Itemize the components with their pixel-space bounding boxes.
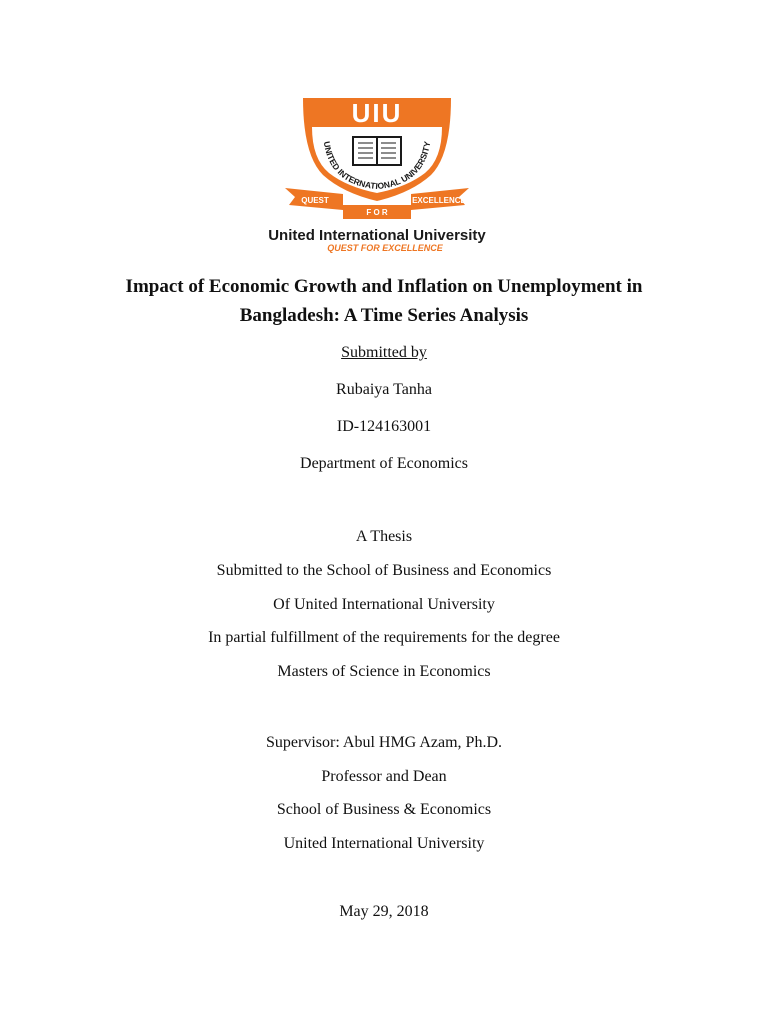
logo-seal-text: UNITED INTERNATIONAL UNIVERSITY [321, 140, 433, 192]
book-icon [353, 137, 401, 165]
thesis-title-line-2: Bangladesh: A Time Series Analysis [239, 305, 529, 326]
logo-initials: UIU [351, 98, 403, 128]
submitted-to: Submitted to the School of Business and Economics [216, 562, 552, 579]
supervisor-school: School of Business & Economics [276, 801, 492, 818]
submission-date: May 29, 2018 [339, 903, 429, 920]
logo-wordmark: United International University [268, 227, 486, 244]
svg-text:F O R: F O R [366, 208, 388, 217]
supervisor-position: Professor and Dean [321, 768, 447, 785]
degree-name: Masters of Science in Economics [277, 663, 491, 680]
student-id: ID-124163001 [336, 418, 432, 435]
supervisor-university: United International University [283, 835, 485, 852]
thesis-title-line-1: Impact of Economic Growth and Inflation on Unemployment in [125, 276, 643, 297]
fulfillment-statement: In partial fulfillment of the requirements for the degree [208, 629, 560, 646]
submitted-university: Of United International University [273, 596, 495, 613]
department: Department of Economics [300, 455, 468, 472]
thesis-title [0, 272, 768, 330]
thesis-type: A Thesis [355, 528, 413, 545]
submitted-by-label: Submitted by [341, 344, 427, 361]
supervisor-name: Supervisor: Abul HMG Azam, Ph.D. [266, 734, 502, 751]
university-logo [245, 93, 555, 253]
svg-text:EXCELLENCE: EXCELLENCE [412, 196, 466, 205]
logo-tagline: QUEST FOR EXCELLENCE [327, 243, 443, 253]
svg-text:QUEST: QUEST [301, 196, 329, 205]
author-name: Rubaiya Tanha [336, 381, 432, 398]
